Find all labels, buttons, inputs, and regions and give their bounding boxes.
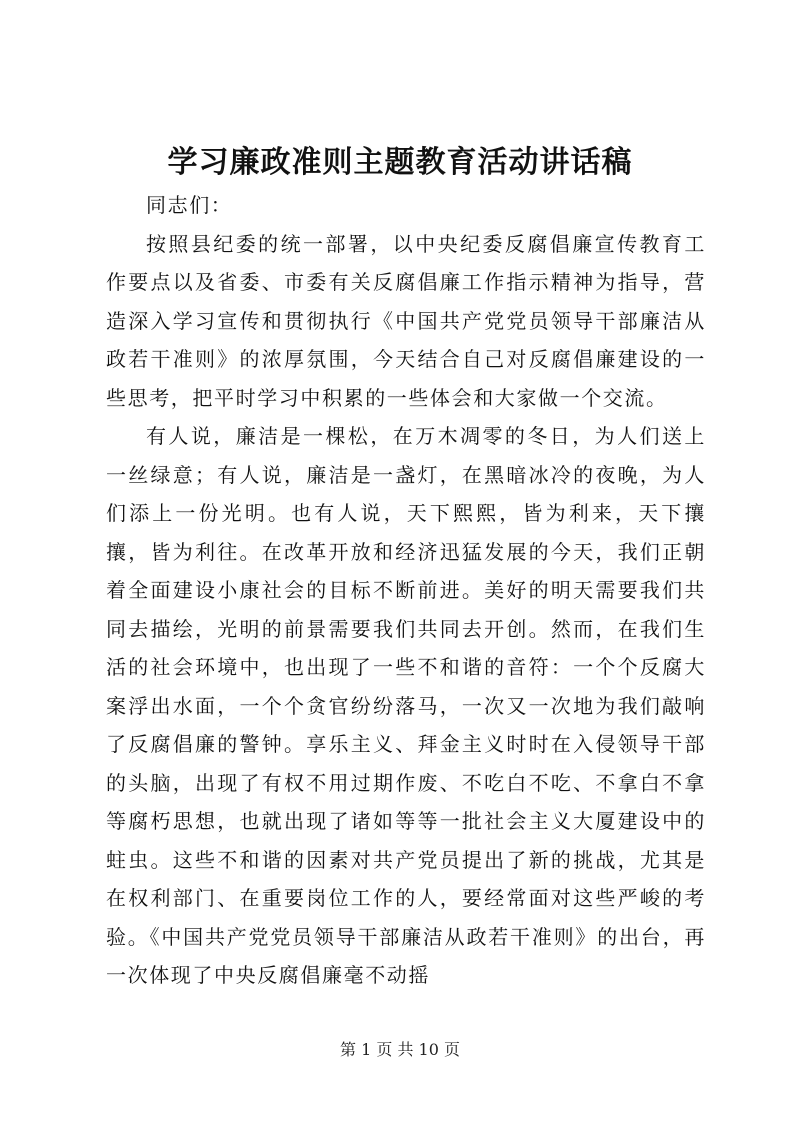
document-title: 学习廉政准则主题教育活动讲话稿 [167, 145, 633, 180]
salutation: 同志们： [146, 193, 233, 217]
document-body [106, 186, 706, 995]
paragraph-1: 按照县纪委的统一部署，以中央纪委反腐倡廉宣传教育工作要点以及省委、市委有关反腐倡廉工作指示精神为指导，营造深入学习宣传和贯彻执行《中国共产党党员领导干部廉洁从政若干准则》的浓厚氛围，今天结合自己对反腐倡廉建设的一些思考，把平时学习中积累的一些体会和大家做一个交流。 [106, 231, 706, 410]
paragraph-2: 有人说，廉洁是一棵松，在万木凋零的冬日，为人们送上一丝绿意；有人说，廉洁是一盏灯，在黑暗冰冷的夜晚，为人们添上一份光明。也有人说，天下熙熙，皆为利来，天下攘攘，皆为利往。在改革开放和经济迅猛发展的今天，我们正朝着全面建设小康社会的目标不断前进。美好的明天需要我们共同去描绘，光明的前景需要我们共同去开创。然而，在我们生活的社会环境中，也出现了一些不和谐的音符：一个个反腐大案浮出水面，一个个贪官纷纷落马，一次又一次地为我们敲响了反腐倡廉的警钟。享乐主义、拜金主义时时在入侵领导干部的头脑，出现了有权不用过期作废、不吃白不吃、不拿白不拿等腐朽思想，也就出现了诸如等等一批社会主义大厦建设中的蛀虫。这些不和谐的因素对共产党员提出了新的挑战，尤其是在权利部门、在重要岗位工作的人，要经常面对这些严峻的考验。《中国共产党党员领导干部廉洁从政若干准则》的出台，再一次体现了中央反腐倡廉毫不动摇 [106, 424, 706, 987]
page-number: 第 1 页 共 10 页 [340, 1040, 460, 1059]
